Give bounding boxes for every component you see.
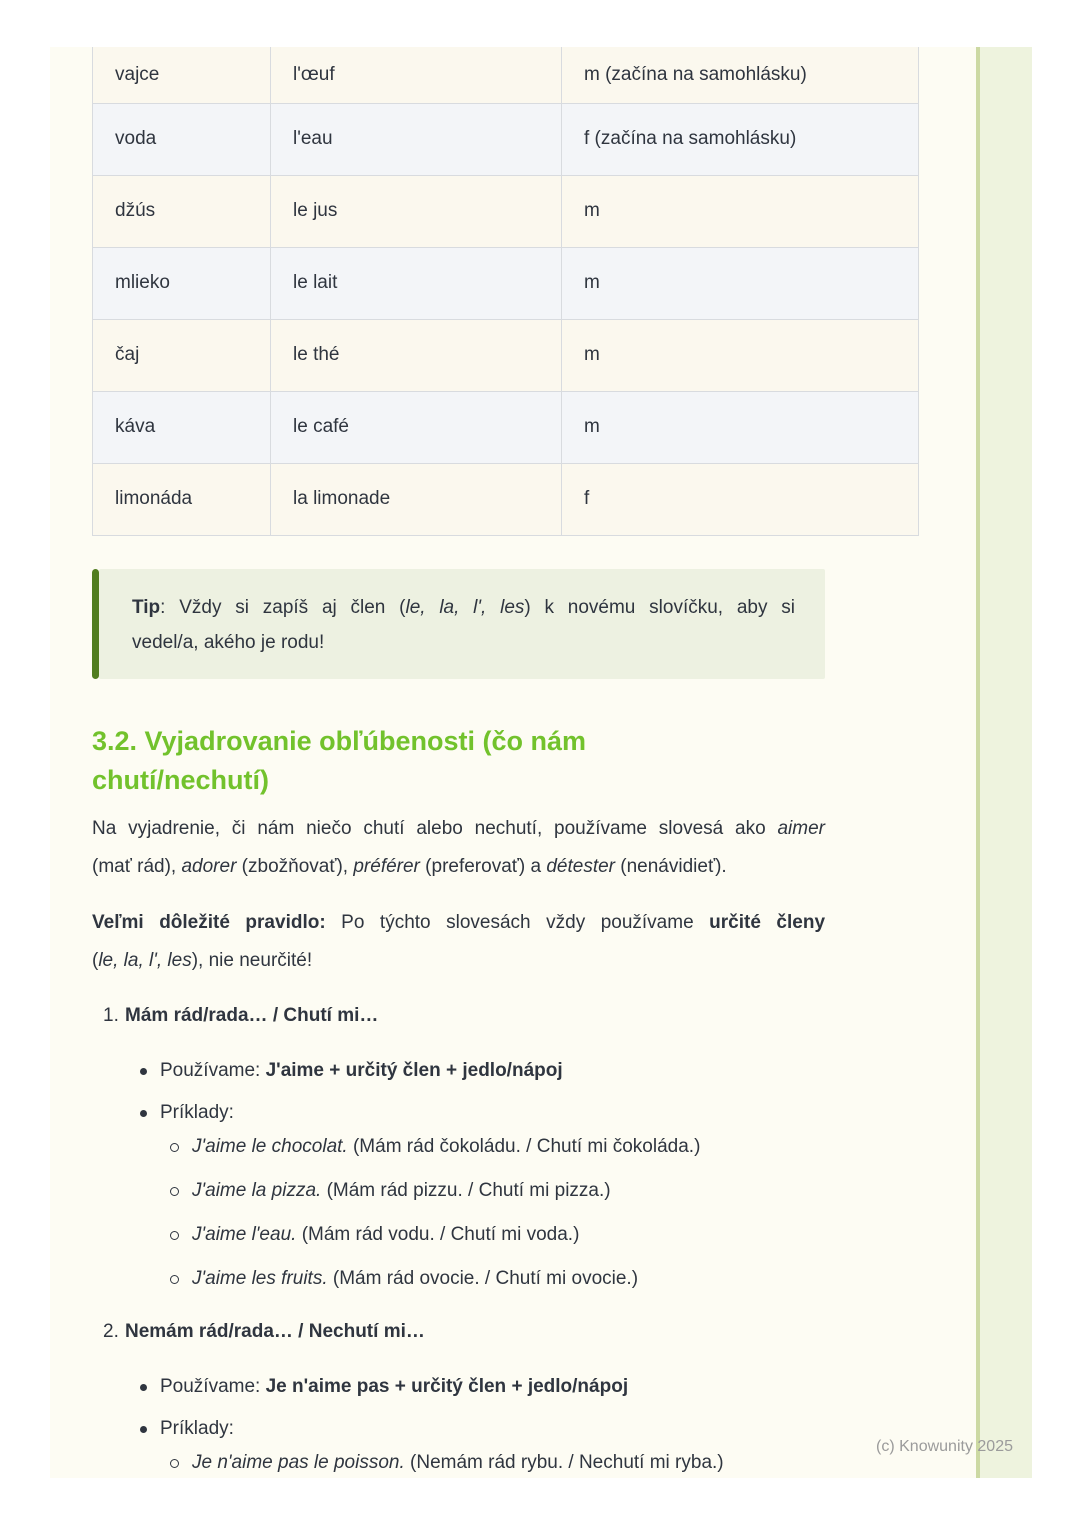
list-item: [92, 1004, 825, 1291]
tip-text: [99, 569, 825, 679]
example-item: [170, 1223, 825, 1247]
slovak-word-cell: voda: [93, 103, 271, 175]
paragraph-rule: [92, 904, 825, 980]
example-list: [170, 1135, 825, 1291]
slovak-word-cell: čaj: [93, 319, 271, 391]
table-row: [93, 47, 919, 103]
paragraph-line: Na vyjadrenie, či nám niečo chutí alebo nechutí, používame slovesá ako aimer: [92, 817, 825, 839]
example-text: J'aime la pizza. (Mám rád pizzu. / Chutí mi pizza.): [192, 1179, 611, 1201]
bullet-list: [140, 1375, 825, 1475]
list-item-heading: [92, 1320, 825, 1344]
gender-cell: f: [562, 463, 919, 535]
slovak-word-cell: vajce: [93, 47, 271, 103]
section-heading: [92, 722, 825, 800]
example-item: [170, 1135, 825, 1159]
table-row: [93, 463, 919, 535]
gender-cell: m (začína na samohlásku): [562, 47, 919, 103]
bullet-list: [140, 1059, 825, 1291]
numbered-list: [92, 1004, 825, 1475]
slovak-word-cell: džús: [93, 175, 271, 247]
example-item: [170, 1451, 825, 1475]
list-item-number: 2.: [103, 1320, 119, 1342]
section-heading-line: 3.2. Vyjadrovanie obľúbenosti (čo nám: [92, 725, 587, 756]
tip-callout: [92, 569, 825, 679]
list-item-heading: [92, 1004, 825, 1028]
bullet-text: Používame: Je n'aime pas + určitý člen + jedlo/nápoj: [160, 1375, 629, 1397]
gender-cell: m: [562, 391, 919, 463]
circle-bullet-icon: [170, 1187, 179, 1196]
slovak-word-cell: káva: [93, 391, 271, 463]
gender-cell: m: [562, 247, 919, 319]
copyright-text: (c) Knowunity 2025: [876, 1438, 1013, 1455]
french-word-cell: l'œuf: [271, 47, 562, 103]
example-text: Je n'aime pas le poisson. (Nemám rád rybu. / Nechutí mi ryba.): [192, 1451, 724, 1473]
example-text: J'aime le chocolat. (Mám rád čokoládu. / Chutí mi čokoláda.): [192, 1135, 701, 1157]
circle-bullet-icon: [170, 1231, 179, 1240]
bullet-text: Používame: J'aime + určitý člen + jedlo/nápoj: [160, 1059, 563, 1081]
tip-text-line: Tip: Vždy si zapíš aj člen (le, la, l', les) k novému slovíčku, aby si: [132, 596, 795, 618]
circle-bullet-icon: [170, 1459, 179, 1468]
gender-cell: f (začína na samohlásku): [562, 103, 919, 175]
table-row: [93, 319, 919, 391]
french-word-cell: le jus: [271, 175, 562, 247]
list-item-title: Mám rád/rada… / Chutí mi…: [125, 1004, 379, 1026]
document-page: [50, 47, 1032, 1478]
list-item: [92, 1320, 825, 1475]
french-word-cell: le café: [271, 391, 562, 463]
example-item: [170, 1179, 825, 1203]
bullet-item: [140, 1101, 825, 1125]
bullet-text: Príklady:: [160, 1417, 234, 1439]
french-word-cell: le thé: [271, 319, 562, 391]
table-row: [93, 103, 919, 175]
table-row: [93, 175, 919, 247]
french-word-cell: l'eau: [271, 103, 562, 175]
bullet-dot-icon: [140, 1068, 147, 1075]
paragraph-line: (le, la, l', les), nie neurčité!: [92, 949, 313, 971]
paragraph-line: Veľmi dôležité pravidlo: Po týchto slovesách vždy používame určité členy: [92, 911, 826, 933]
bullet-dot-icon: [140, 1426, 147, 1433]
vocabulary-table: [92, 47, 919, 536]
list-item-number: 1.: [103, 1004, 119, 1026]
bullet-dot-icon: [140, 1110, 147, 1117]
page-right-accent-bar: [976, 47, 1032, 1478]
french-word-cell: la limonade: [271, 463, 562, 535]
example-item: [170, 1267, 825, 1291]
page-content: [92, 47, 825, 1475]
slovak-word-cell: mlieko: [93, 247, 271, 319]
gender-cell: m: [562, 319, 919, 391]
table-row: [93, 247, 919, 319]
example-text: J'aime l'eau. (Mám rád vodu. / Chutí mi voda.): [192, 1223, 580, 1245]
list-item-title: Nemám rád/rada… / Nechutí mi…: [125, 1320, 425, 1342]
example-list: [170, 1451, 825, 1475]
circle-bullet-icon: [170, 1143, 179, 1152]
bullet-dot-icon: [140, 1384, 147, 1391]
circle-bullet-icon: [170, 1275, 179, 1284]
example-text: J'aime les fruits. (Mám rád ovocie. / Chutí mi ovocie.): [192, 1267, 639, 1289]
french-word-cell: le lait: [271, 247, 562, 319]
bullet-item: [140, 1417, 825, 1441]
bullet-item: [140, 1375, 825, 1399]
slovak-word-cell: limonáda: [93, 463, 271, 535]
tip-text-line: vedel/a, akého je rodu!: [132, 631, 325, 653]
gender-cell: m: [562, 175, 919, 247]
paragraph-intro: [92, 810, 825, 886]
bullet-item: [140, 1059, 825, 1083]
tip-accent-bar: [92, 569, 99, 679]
section-heading-line: chutí/nechutí): [92, 764, 269, 795]
bullet-text: Príklady:: [160, 1101, 234, 1123]
paragraph-line: (mať rád), adorer (zbožňovať), préférer (preferovať) a détester (nenávidieť).: [92, 855, 727, 877]
table-row: [93, 391, 919, 463]
